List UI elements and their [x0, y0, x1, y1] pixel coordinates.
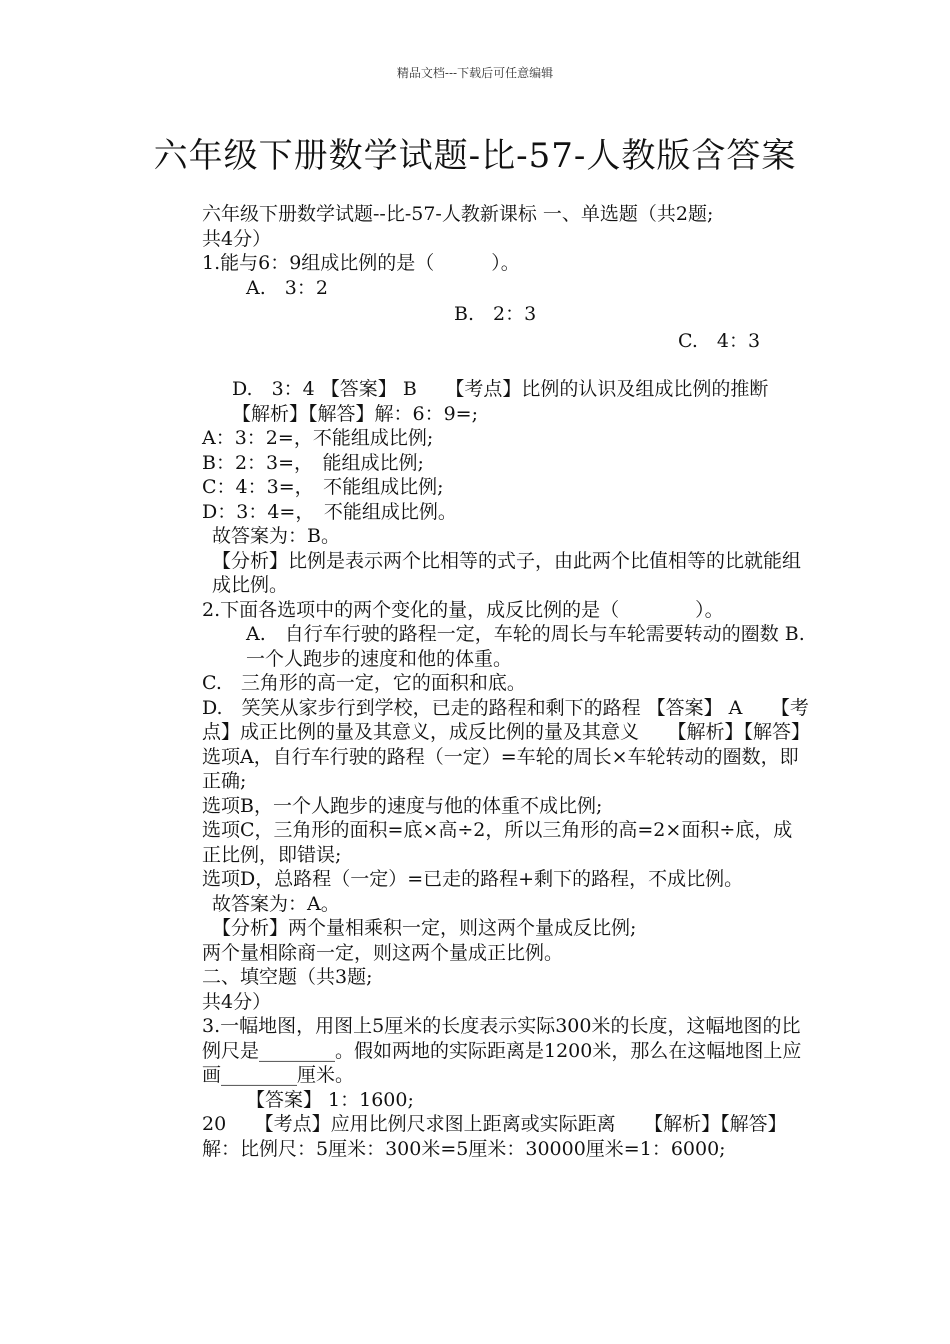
document-body	[146, 202, 824, 1161]
question-2: 2.下面各选项中的两个变化的量，成反比例的是（ ）。	[202, 598, 724, 621]
q1-solution-line: B：2：3=， 能组成比例;	[202, 451, 424, 474]
q2-option-c: C. 三角形的高一定，它的面积和底。	[202, 672, 526, 694]
q2-option-d-answer: D. 笑笑从家步行到学校，已走的路程和剩下的路程 【答案】 A 【考点】成正比例的量及其意义，成反比例的量及其意义 【解析】【解答】选项A，自行车行驶的路程（一定）=车轮的周长×车轮转动的圈数，即正确;	[202, 696, 811, 792]
page-header: 精品文档---下载后可任意编辑	[396, 66, 554, 80]
section-one-heading: 六年级下册数学试题--比-57-人教新课标 一、单选题（共2题;	[202, 203, 714, 225]
q1-option-a: A. 3：2	[246, 276, 328, 299]
q1-option-c: C. 4：3	[678, 329, 761, 352]
q2-solution-line: 选项B，一个人跑步的速度与他的体重不成比例;	[202, 794, 603, 817]
spacer	[146, 353, 810, 377]
q3-answer: 【答案】 1：1600;	[246, 1088, 414, 1111]
section-two-score: 共4分）	[202, 990, 272, 1013]
q1-solution-line: C：4：3=， 不能组成比例;	[202, 476, 444, 498]
document-title: 六年级下册数学试题-比-57-人教版含答案	[153, 136, 797, 176]
section-two-heading: 二、填空题（共3题;	[202, 966, 373, 988]
section-one-score: 共4分）	[202, 227, 272, 250]
q1-final-answer: 故答案为：B。	[212, 525, 340, 547]
q1-option-d-answer: D. 3：4 【答案】 B 【考点】比例的认识及组成比例的推断 【解析】【解答】解：6：9=;	[232, 378, 807, 425]
q2-analysis: 【分析】两个量相乘积一定，则这两个量成反比例;	[212, 917, 637, 939]
question-3: 3.一幅地图，用图上5厘米的长度表示实际300米的长度，这幅地图的比例尺是________。假如两地的实际距离是1200米，那么在这幅地图上应画________厘米。	[202, 1015, 802, 1086]
q2-solution-line: 选项C，三角形的面积=底×高÷2，所以三角形的高=2×面积÷底，成正比例，即错误;	[202, 819, 793, 866]
q2-solution-line: 选项D，总路程（一定）=已走的路程+剩下的路程，不成比例。	[202, 868, 744, 890]
q3-solution: 20 【考点】应用比例尺求图上距离或实际距离 【解析】【解答】解：比例尺：5厘米：300米=5厘米：30000厘米=1：6000;	[202, 1113, 787, 1160]
question-1: 1.能与6：9组成比例的是（ ）。	[202, 252, 520, 274]
q1-analysis: 【分析】比例是表示两个比相等的式子，由此两个比值相等的比就能组成比例。	[212, 549, 802, 596]
q2-analysis-cont: 两个量相除商一定，则这两个量成正比例。	[202, 941, 564, 964]
q2-options-a-b: A. 自行车行驶的路程一定，车轮的周长与车轮需要转动的圈数 B. 一个人跑步的速度和他的体重。	[246, 623, 824, 670]
q1-option-b: B. 2：3	[454, 303, 537, 325]
q1-solution-line: A：3：2=，不能组成比例;	[202, 427, 434, 449]
q1-solution-line: D：3：4=， 不能组成比例。	[202, 500, 457, 523]
q2-final-answer: 故答案为：A。	[212, 892, 340, 915]
